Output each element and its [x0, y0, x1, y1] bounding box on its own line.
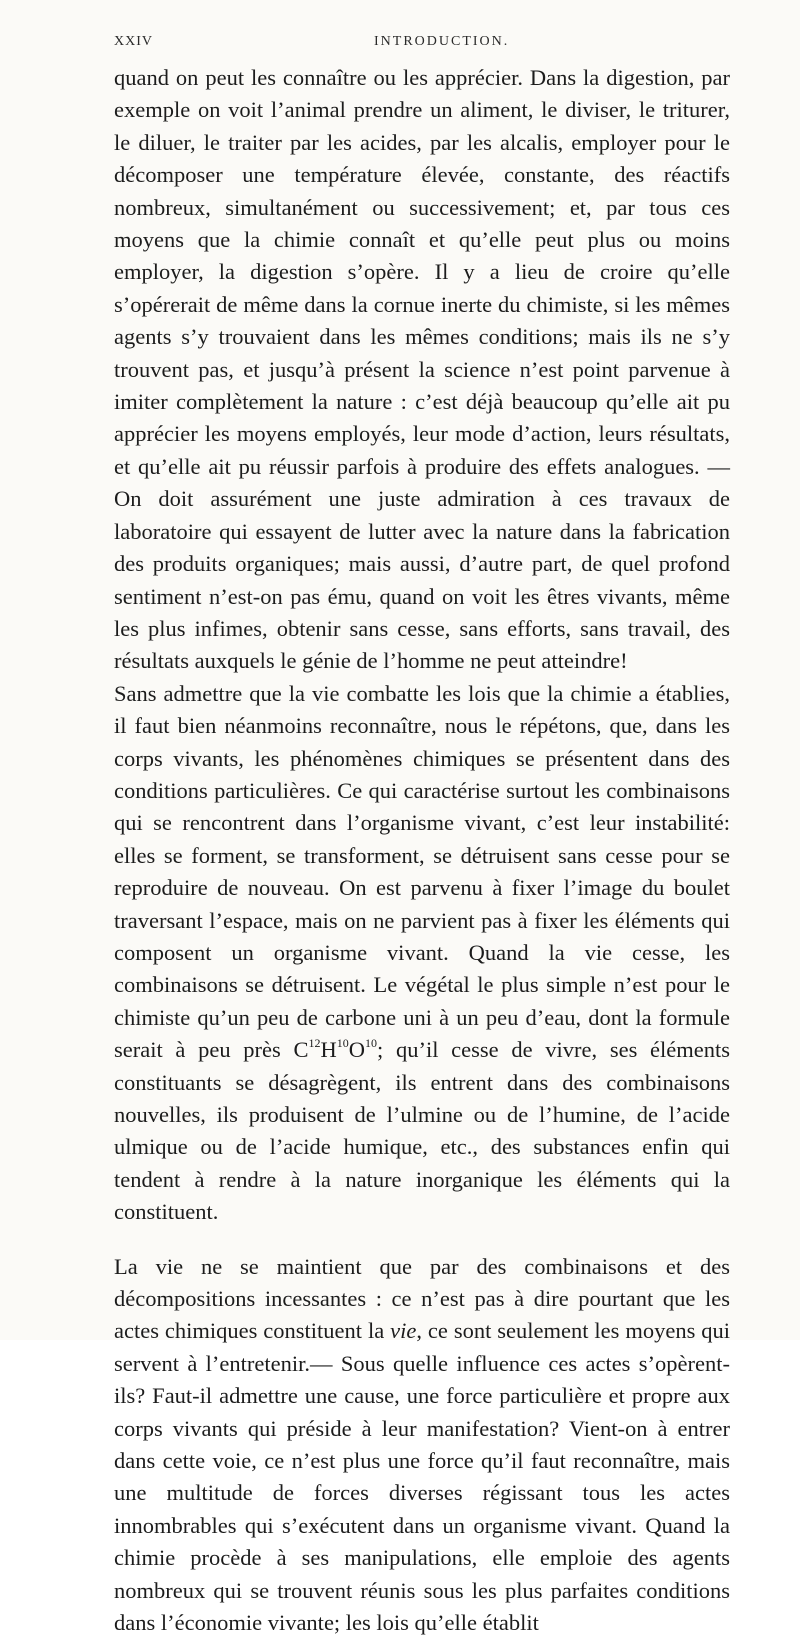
- paragraph-2-text-before-formula: Sans admettre que la vie combatte les lois que la chimie a établies, il faut bien néanmoins reconnaître, nous le répétons, que, dans les corps vivants, les phénomènes chimiques se présentent dans des conditions particulières. Ce qui caractérise surtout les combinaisons qui se rencontrent dans l’organisme vivant, c’est leur instabilité: elles se forment, se transforment, se détruisent sans cesse pour se reproduire de nouveau. On est parvenu à fixer l’image du boulet traversant l’espace, mais on ne parvient pas à fixer les éléments qui composent un organisme vivant. Quand la vie cesse, les combinaisons se détruisent. Le végétal le plus simple n’est pour le chimiste qu’un peu de carbone uni à un peu d’eau, dont la formule serait à peu près: [114, 680, 730, 1063]
- paragraph-1: [114, 62, 730, 678]
- formula-index-c: 12: [308, 1035, 321, 1050]
- formula-element-c: C: [293, 1037, 309, 1063]
- italic-word-vie: vie: [390, 1318, 417, 1344]
- formula-element-o: O: [348, 1037, 366, 1063]
- running-head: [114, 34, 714, 54]
- formula-element-h: H: [320, 1037, 337, 1063]
- formula-index-o: 10: [365, 1035, 378, 1050]
- paragraph-1-text: quand on peut les connaître ou les apprécier. Dans la digestion, par exemple on voit l’animal prendre un aliment, le diviser, le triturer, le diluer, le traiter par les acides, par les alcalis, employer pour le décomposer une température élevée, constante, des réactifs nombreux, simultanément ou successivement; et, par tous ces moyens que la chimie connaît et qu’elle peut plus ou moins employer, la digestion s’opère. Il y a lieu de croire qu’elle s’opérerait de même dans la cornue inerte du chimiste, si les mêmes agents s’y trouvaient dans les mêmes conditions; mais ils ne s’y trouvent pas, et jusqu’à présent la science n’est point parvenue à imiter complètement la nature : c’est déjà beaucoup qu’elle ait pu apprécier les moyens employés, leur mode d’action, leurs résultats, et qu’elle ait pu réussir parfois à produire des effets analogues. — On doit assurément une juste admiration à ces travaux de laboratoire qui essayent de lutter avec la nature dans la fabrication des produits organiques; mais aussi, d’autre part, de quel profond sentiment n’est-on pas ému, quand on voit les êtres vivants, même les plus infimes, obtenir sans cesse, sans efforts, sans travail, des résultats auxquels le génie de l’homme ne peut atteindre!: [114, 65, 730, 674]
- page-number: XXIV: [114, 34, 153, 49]
- paragraph-2: [114, 678, 730, 1229]
- paragraph-3: [114, 1251, 730, 1640]
- body-text: [114, 62, 730, 1640]
- chemical-formula: [294, 1037, 378, 1062]
- paragraph-2-text-after-formula: ; qu’il cesse de vivre, ses éléments constituants se désagrègent, ils entrent dans des combinaisons nouvelles, ils produisent de l’ulmine ou de l’humine, de l’acide ulmique ou de l’acide humique, etc., des substances enfin qui tendent à rendre à la nature inorganique les éléments qui la constituent.: [114, 1037, 731, 1225]
- running-title: INTRODUCTION.: [374, 34, 510, 49]
- paragraph-3-text-before-italic: La vie ne se maintient que par des combinaisons et des décompositions incessantes : ce n’est pas à dire pourtant que les actes chimiques constituent la: [114, 1253, 730, 1344]
- formula-index-h: 10: [336, 1035, 349, 1050]
- paragraph-3-text-after-italic: , ce sont seulement les moyens qui servent à l’entretenir.— Sous quelle influence ces actes s’opèrent-ils? Faut-il admettre une cause, une force particulière et propre aux corps vivants qui préside à leur manifestation? Vient-on à entrer dans cette voie, ce n’est plus une force qu’il faut reconnaître, mais une multitude de forces diverses régissant tous les actes innombrables qui s’exécutent dans un organisme vivant. Quand la chimie procède à ses manipulations, elle emploie des agents nombreux qui se trouvent réunis sous les plus parfaites conditions dans l’économie vivante; les lois qu’elle établit: [114, 1318, 730, 1636]
